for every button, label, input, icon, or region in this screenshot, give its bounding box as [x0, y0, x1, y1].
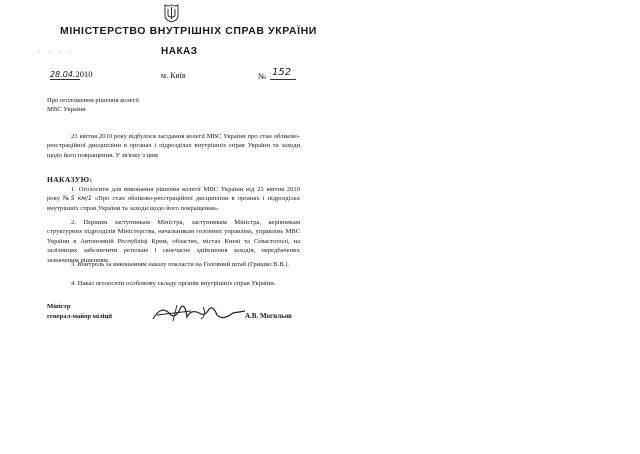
handwritten-decision-number: 5 км/1 [70, 195, 92, 203]
signatory-title [47, 302, 112, 321]
item1-text-b: «Про стан обліково-реєстраційної дисципліни в органах і підрозділах внутрішніх справ України та заходи щодо його покращення». [47, 195, 300, 212]
order-number-label: № [258, 71, 267, 81]
order-year: 2010 [75, 69, 93, 79]
signatory-name: А.В. Могильов [245, 312, 292, 320]
order-date [50, 69, 92, 79]
city: м. Київ [161, 71, 186, 80]
order-item-1 [47, 185, 300, 213]
document-subject: Про оголошення рішення колегії МВС України [47, 97, 139, 113]
scan-specks: · · · · [38, 48, 74, 56]
order-number: 152 [272, 67, 292, 78]
item1-text-a: 1. Оголосити для виконання рішення колегії МВС України від 23 квітня 2010 року № [47, 186, 300, 203]
trident-emblem-icon [163, 3, 180, 23]
intro-paragraph: 23 квітня 2010 року відбулося засідання колегії МВС України про стан обліково-реєстраційної дисципліни в органах і підрозділах внутрішніх справ України та заходи щодо його покращення. У зв'язку з цим [47, 133, 300, 159]
ministry-heading: МІНІСТЕРСТВО ВНУТРІШНІХ СПРАВ УКРАЇНИ [60, 25, 317, 37]
handwritten-date: 28.04. [50, 70, 76, 79]
date-underline [50, 79, 80, 80]
handwritten-signature-icon [147, 301, 247, 325]
signatory-title-line2: генерал-майор міліції [47, 312, 112, 320]
signatory-title-line1: Міністр [47, 303, 71, 310]
order-item-4: 4. Наказ оголосити особовому складу органів внутрішніх справ України. [71, 280, 276, 287]
document-title: НАКАЗ [161, 46, 198, 57]
order-item-2: 2. Першим заступникам Міністра, заступникам Міністра, керівникам структурних підрозділів Міністерства, начальникам головних управлінь, управлінь МВС України в Автономній Республіці Крим, областях, містах Києві та Севастополі, на залізницях забезпечити ретельне і своєчасне здійснення заходів, передбачених зазначеним рішенням. [47, 219, 300, 264]
order-directive-heading: НАКАЗУЮ: [47, 175, 93, 184]
order-item-3: 3. Контроль за виконанням наказу покласти на Головний штаб (Гришко В.В.). [71, 261, 290, 268]
number-underline [270, 79, 296, 80]
